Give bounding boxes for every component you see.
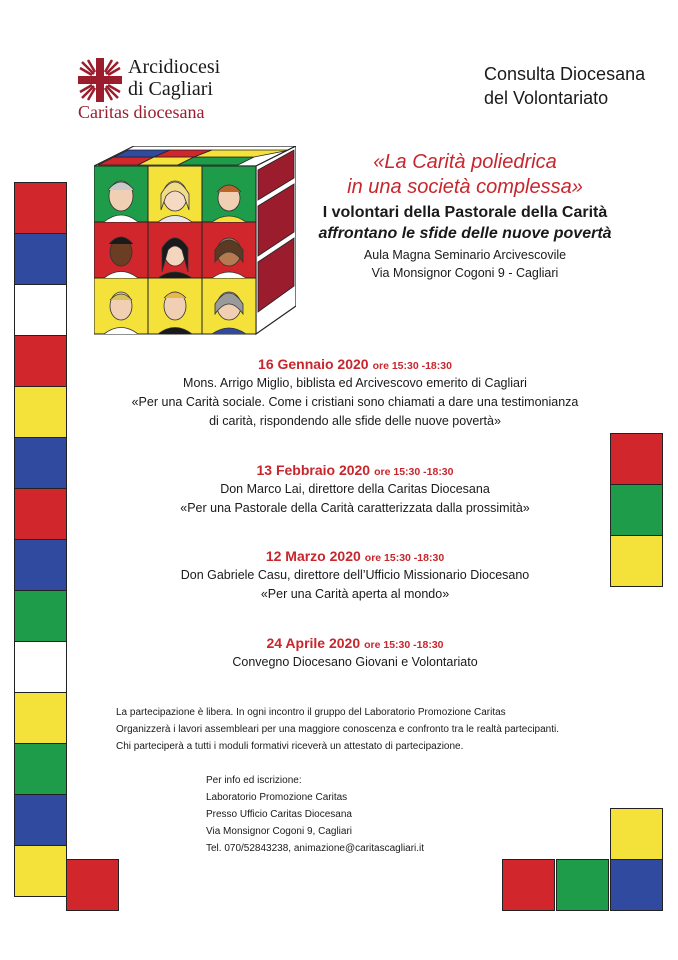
tile-green (14, 590, 67, 642)
event-time: ore 15:30 -18:30 (364, 639, 444, 651)
tile-green (14, 743, 67, 795)
event-date: 24 Aprile 2020 (266, 635, 361, 651)
left-tile-column (14, 182, 67, 897)
logo-text-cagliari: di Cagliari (128, 78, 213, 100)
tile-red (14, 335, 67, 387)
tile-white (14, 641, 67, 693)
tile-white (14, 284, 67, 336)
info-line3: Presso Ufficio Caritas Diocesana (206, 809, 352, 820)
tile-green-bottom-right (556, 859, 609, 911)
tile-red-bottom (66, 859, 119, 911)
participation-note (116, 704, 616, 755)
event-time: ore 15:30 -18:30 (364, 552, 445, 564)
tile-blue (14, 794, 67, 846)
tile-blue (14, 539, 67, 591)
event-title: Convegno Diocesano Giovani e Volontariato (232, 655, 478, 669)
consulta-header (484, 62, 645, 110)
venue-line1: Aula Magna Seminario Arcivescovile (363, 248, 567, 262)
title-line1: «La Carità poliedrica (373, 151, 557, 173)
info-contact[interactable]: Tel. 070/52843238, animazione@caritascagliari.it (206, 843, 425, 854)
contact-info (206, 772, 506, 857)
tile-red (14, 488, 67, 540)
faces-cube-illustration (94, 146, 296, 336)
venue-line2: Via Monsignor Cogoni 9 - Cagliari (371, 266, 559, 280)
tile-yellow-right (610, 535, 663, 587)
event-time: ore 15:30 -18:30 (372, 360, 452, 372)
event-topic: «Per una Carità aperta al mondo» (260, 587, 450, 601)
event-speaker: Don Gabriele Casu, direttore dell’Ufficio Missionario Diocesano (180, 568, 530, 582)
note-line3: Chi parteciperà a tutti i moduli formativi riceverà un attestato di partecipazione. (116, 741, 464, 752)
tile-red-bottom-right (502, 859, 555, 911)
subtitle-line1: I volontari della Pastorale della Carità (322, 204, 608, 221)
tile-red-right (610, 433, 663, 485)
note-line1: La partecipazione è libera. In ogni incontro il gruppo del Laboratorio Promozione Caritas (116, 707, 506, 718)
event-4 (120, 633, 590, 672)
tile-blue (14, 233, 67, 285)
tile-red (14, 182, 67, 234)
info-line1: Per info ed iscrizione: (206, 775, 302, 786)
consulta-line2: del Volontariato (484, 88, 609, 108)
note-line2: Organizzerà i lavori assembleari per una maggiore conoscenza e confronto tra le realtà partecipanti. (116, 724, 560, 735)
event-date: 16 Gennaio 2020 (258, 356, 369, 372)
subtitle-line2: affrontano le sfide delle nuove povertà (318, 225, 612, 242)
event-topic-line2: di carità, rispondendo alle sfide delle nuove povertà» (209, 414, 501, 428)
event-date: 13 Febbraio 2020 (256, 462, 371, 478)
event-3 (120, 546, 590, 604)
event-speaker: Don Marco Lai, direttore della Caritas Diocesana (220, 482, 490, 496)
event-time: ore 15:30 -18:30 (374, 466, 454, 478)
logo-text-caritas: Caritas diocesana (78, 102, 205, 122)
caritas-logo (78, 56, 228, 126)
event-speaker: Mons. Arrigo Miglio, biblista ed Arcivescovo emerito di Cagliari (183, 376, 527, 390)
event-topic: «Per una Pastorale della Carità caratterizzata dalla prossimità» (180, 501, 530, 515)
tile-blue-bottom-right (610, 859, 663, 911)
logo-text-arcidiocesi: Arcidiocesi (128, 56, 221, 78)
event-topic-line1: «Per una Carità sociale. Come i cristiani sono chiamati a dare una testimonianza (131, 395, 579, 409)
info-line4: Via Monsignor Cogoni 9, Cagliari (206, 826, 353, 837)
tile-yellow (14, 386, 67, 438)
event-1 (120, 354, 590, 431)
tile-yellow (14, 845, 67, 897)
title-line2: in una società complessa» (347, 176, 583, 198)
caritas-cross-icon (78, 58, 122, 102)
event-2 (120, 460, 590, 518)
info-line2: Laboratorio Promozione Caritas (206, 792, 348, 803)
tile-yellow-right-bottom (610, 808, 663, 860)
tile-green-right (610, 484, 663, 536)
tile-blue (14, 437, 67, 489)
tile-yellow (14, 692, 67, 744)
title-block (300, 150, 630, 282)
consulta-line1: Consulta Diocesana (484, 64, 646, 84)
event-date: 12 Marzo 2020 (265, 548, 361, 564)
